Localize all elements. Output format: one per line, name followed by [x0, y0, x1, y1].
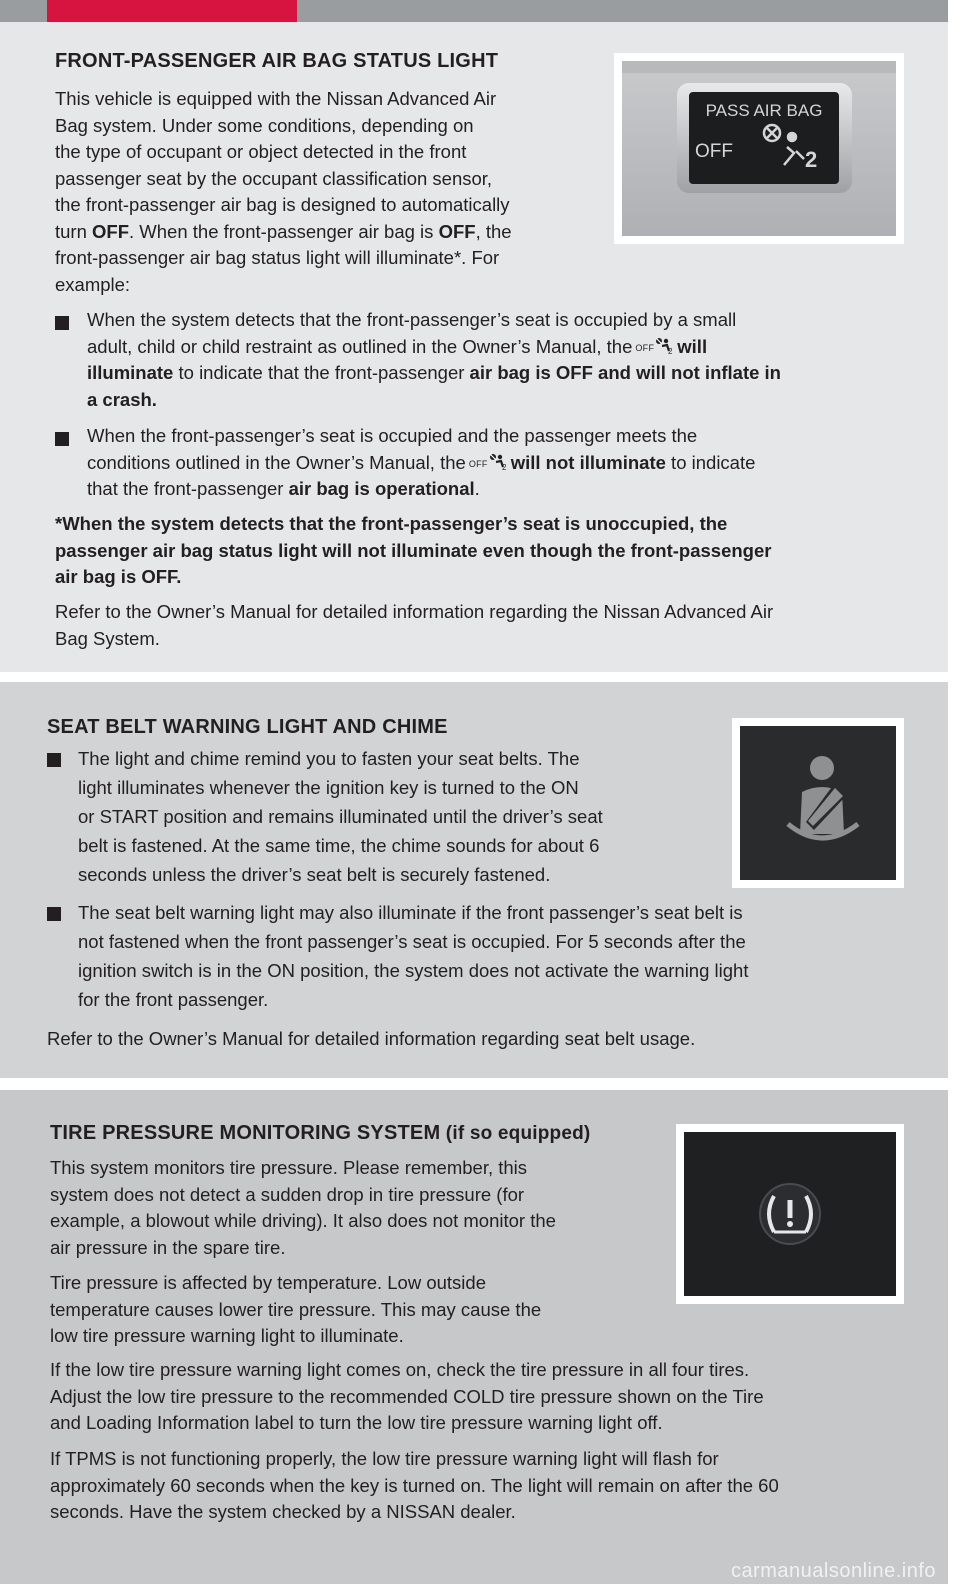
tpms-para-1-line: system does not detect a sudden drop in tire pressure (for — [50, 1183, 525, 1205]
airbag-note-line: passenger air bag status light will not illuminate even though the front-passenger — [55, 539, 772, 561]
bullet-square — [55, 316, 69, 330]
airbag-intro-line: the front-passenger air bag is designed to automatically — [55, 194, 510, 215]
seatbelt-bullet-1-line: seconds unless the driver’s seat belt is securely fastened. — [78, 864, 551, 885]
tpms-para-2-line: Tire pressure is affected by temperature. Low outside — [50, 1272, 486, 1293]
pass-air-bag-label: PASS AIR BAG — [705, 101, 823, 120]
airbag-refer-line: Refer to the Owner’s Manual for detailed information regarding the Nissan Advanced Air — [55, 601, 774, 622]
tpms-para-2-line: temperature causes lower tire pressure. This may cause the — [50, 1298, 542, 1320]
svg-text:2: 2 — [668, 346, 673, 355]
seatbelt-section — [0, 682, 948, 1078]
tpms-para-3-line: If the low tire pressure warning light comes on, check the tire pressure in all four tires. — [50, 1359, 750, 1380]
airbag-intro-line: This vehicle is equipped with the Nissan Advanced Air — [55, 88, 497, 109]
airbag-status-section — [0, 22, 948, 672]
tpms-section — [0, 1090, 948, 1584]
tpms-warning-illustration — [684, 1132, 896, 1296]
tpms-para-3-line: Adjust the low tire pressure to the recommended COLD tire pressure shown on the Tire — [50, 1385, 764, 1407]
airbag-bullet-2-line: that the front-passenger air bag is operational. — [87, 478, 480, 499]
airbag-bullet-2-line: When the front-passenger’s seat is occupied and the passenger meets the — [87, 425, 698, 446]
seatbelt-bullet-1-line: or START position and remains illuminated until the driver’s seat — [78, 806, 603, 827]
svg-text:2: 2 — [805, 147, 818, 172]
airbag-indicator-illustration — [622, 61, 896, 236]
tpms-section-title: TIRE PRESSURE MONITORING SYSTEM (if so equipped) — [50, 1122, 591, 1144]
airbag-bullet-2-line: conditions outlined in the Owner’s Manual, the $^{OFF}$ 2 will not illuminate to indicate — [87, 450, 755, 479]
seatbelt-bullet-2-line: not fastened when the front passenger’s seat is occupied. For 5 seconds after the — [78, 931, 746, 952]
bullet-square — [47, 753, 61, 767]
seatbelt-bullet-1-line: belt is fastened. At the same time, the chime sounds for about 6 — [78, 835, 600, 856]
tpms-para-1-line: example, a blowout while driving). It also does not monitor the — [50, 1210, 556, 1231]
airbag-indicator-photo — [614, 53, 904, 244]
airbag-intro-line: turn OFF. When the front-passenger air bag is OFF, the — [55, 220, 512, 242]
svg-text:2: 2 — [501, 462, 507, 471]
airbag-bullet-1-line: When the system detects that the front-passenger’s seat is occupied by a small — [87, 309, 737, 330]
seatbelt-bullet-2-line: for the front passenger. — [78, 989, 269, 1010]
airbag-bullet-1-line: illuminate to indicate that the front-passenger air bag is OFF and will not inflate in — [87, 362, 781, 383]
airbag-off-symbol-icon: $^{OFF}$ 2 — [635, 335, 674, 363]
seatbelt-bullet-1-line: The light and chime remind you to fasten your seat belts. The — [78, 748, 580, 769]
airbag-off-symbol-icon: $^{OFF}$ 2 — [469, 451, 508, 479]
seatbelt-bullet-2-line: The seat belt warning light may also illuminate if the front passenger’s seat belt is — [78, 902, 743, 923]
tpms-para-4-line: seconds. Have the system checked by a NISSAN dealer. — [50, 1501, 516, 1522]
tpms-para-3-line: and Loading Information label to turn the low tire pressure warning light off. — [50, 1412, 663, 1433]
seatbelt-refer-text: Refer to the Owner’s Manual for detailed information regarding seat belt usage. — [47, 1028, 696, 1049]
airbag-bullet-1-line: adult, child or child restraint as outlined in the Owner’s Manual, the $^{OFF}$ 2 will — [87, 334, 707, 363]
off-label: OFF — [695, 141, 733, 162]
seatbelt-section-title: SEAT BELT WARNING LIGHT AND CHIME — [47, 716, 448, 738]
airbag-intro-line: front-passenger air bag status light will illuminate*. For — [55, 247, 500, 268]
airbag-note-line: air bag is OFF. — [55, 566, 182, 587]
airbag-bullet-1-line: a crash. — [87, 388, 157, 410]
seatbelt-warning-illustration — [740, 726, 896, 880]
tire-pressure-icon — [760, 1184, 820, 1244]
bullet-square — [47, 907, 61, 921]
airbag-section-title: FRONT-PASSENGER AIR BAG STATUS LIGHT — [55, 50, 499, 72]
tpms-para-4-line: If TPMS is not functioning properly, the low tire pressure warning light will flash for — [50, 1448, 719, 1469]
seatbelt-light-photo — [732, 718, 904, 888]
tpms-para-2-line: low tire pressure warning light to illuminate. — [50, 1325, 404, 1346]
tpms-para-4-line: approximately 60 seconds when the key is turned on. The light will remain on after the 60 — [50, 1474, 779, 1496]
seatbelt-bullet-2-line: ignition switch is in the ON position, the system does not activate the warning light — [78, 960, 749, 981]
section-tab-accent — [47, 0, 297, 22]
seatbelt-bullet-1-line: light illuminates whenever the ignition key is turned to the ON — [78, 777, 579, 798]
bullet-square — [55, 432, 69, 446]
airbag-note-line: *When the system detects that the front-passenger’s seat is unoccupied, the — [55, 513, 728, 534]
airbag-intro-line: passenger seat by the occupant classification sensor, — [55, 167, 493, 189]
airbag-intro-line: Bag system. Under some conditions, depending on — [55, 114, 474, 136]
airbag-intro-line: example: — [55, 273, 131, 295]
airbag-intro-line: the type of occupant or object detected in the front — [55, 141, 467, 162]
tpms-para-1-line: This system monitors tire pressure. Please remember, this — [50, 1157, 528, 1178]
tpms-para-1-line: air pressure in the spare tire. — [50, 1236, 286, 1258]
airbag-refer-line: Bag System. — [55, 627, 160, 649]
watermark-text: carmanualsonline.info — [730, 1560, 936, 1582]
tpms-light-photo — [676, 1124, 904, 1304]
